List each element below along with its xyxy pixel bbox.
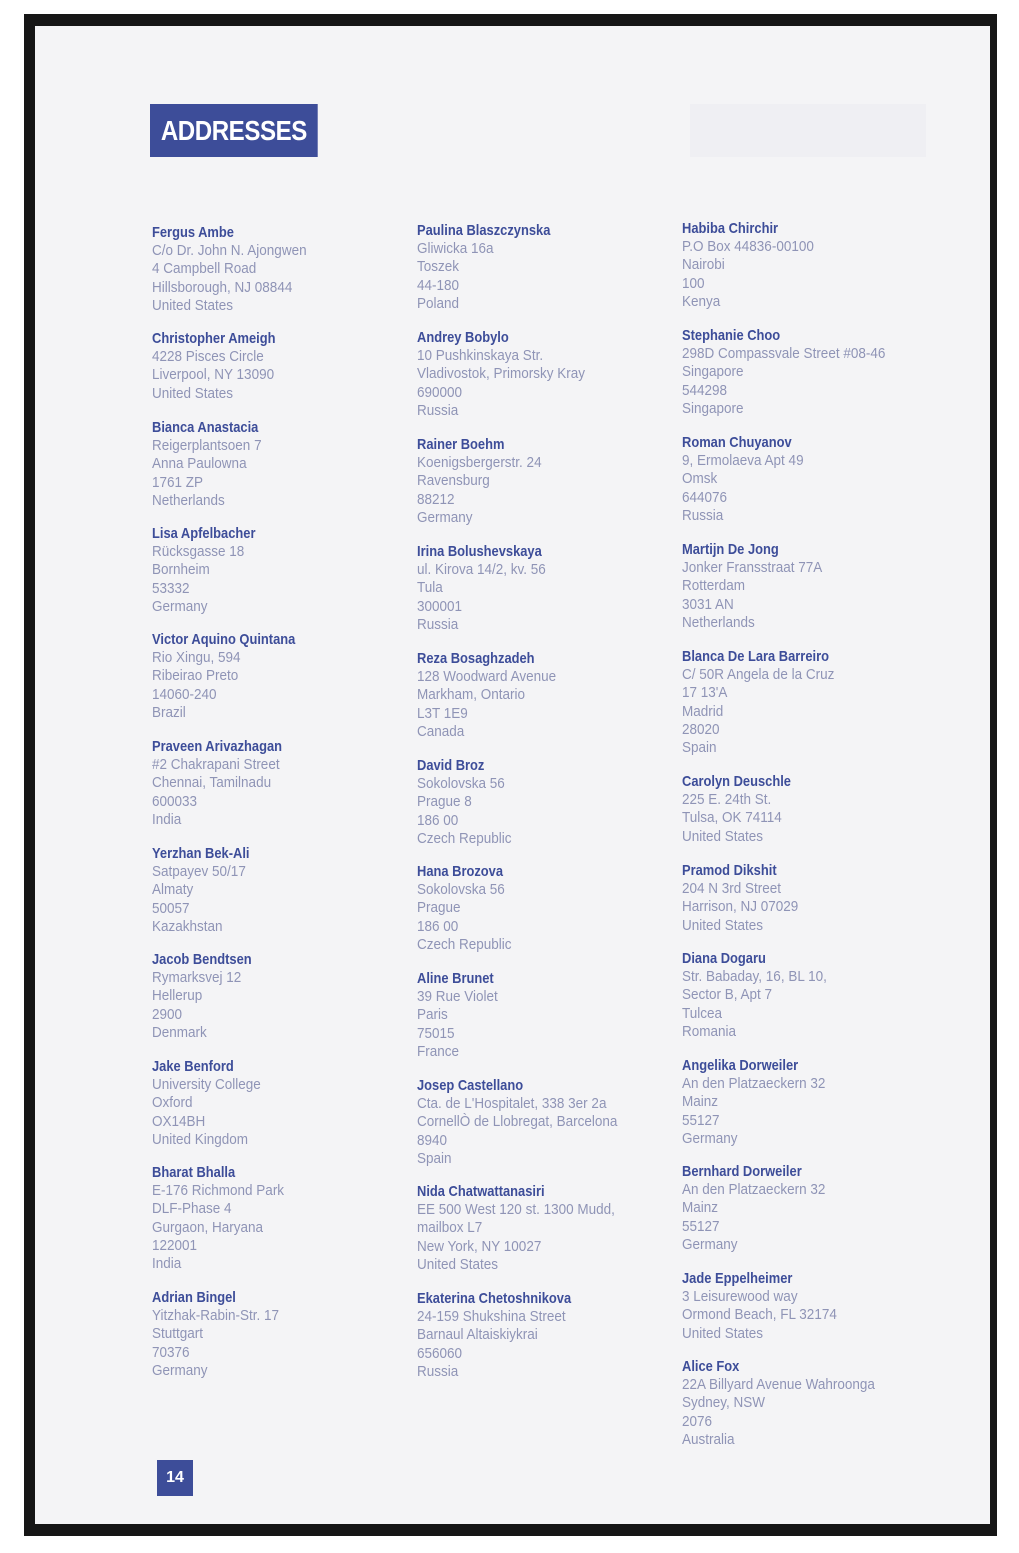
address-entry	[682, 327, 944, 418]
address-line: 55127	[682, 1111, 720, 1129]
contact-name: Alice Fox	[682, 1358, 740, 1375]
address-line: 122001	[152, 1236, 198, 1254]
address-line: Satpayev 50/17	[152, 863, 246, 881]
address-line: 44-180	[417, 276, 460, 294]
contact-name: Irina Bolushevskaya	[417, 543, 542, 560]
address-line: 204 N 3rd Street	[682, 880, 782, 898]
address-line: 186 00	[417, 917, 459, 935]
address-line: 8940	[417, 1131, 448, 1149]
address-line: 24-159 Shukshina Street	[417, 1308, 566, 1326]
address-line: Hillsborough, NJ 08844	[152, 278, 293, 296]
address-line: Koenigsbergerstr. 24	[417, 454, 542, 472]
address-line: An den Platzaeckern 32	[682, 1181, 826, 1199]
address-line: Russia	[417, 401, 459, 419]
address-line: 300001	[417, 597, 463, 615]
address-line: C/o Dr. John N. Ajongwen	[152, 242, 307, 260]
contact-name: Martijn De Jong	[682, 541, 779, 558]
address-line: India	[152, 1255, 182, 1273]
address-line: ul. Kirova 14/2, kv. 56	[417, 561, 546, 579]
address-line: Madrid	[682, 702, 724, 720]
contact-name: Hana Brozova	[417, 863, 504, 880]
address-entry	[152, 951, 414, 1042]
address-line: 656060	[417, 1344, 463, 1362]
address-line: Mainz	[682, 1199, 719, 1217]
address-line: Hellerup	[152, 987, 203, 1005]
address-line: Almaty	[152, 881, 194, 899]
address-line: 53332	[152, 579, 190, 597]
address-line: 55127	[682, 1217, 720, 1235]
address-line: New York, NY 10027	[417, 1237, 542, 1255]
address-line: Tulcea	[682, 1004, 723, 1022]
contact-name: David Broz	[417, 757, 485, 774]
address-line: CornellÒ de Llobregat, Barcelona	[417, 1113, 618, 1131]
address-line: 70376	[152, 1343, 190, 1361]
address-line: Str. Babaday, 16, BL 10,	[682, 968, 827, 986]
address-line: Netherlands	[682, 613, 755, 631]
address-entry	[682, 220, 944, 311]
address-line: 4228 Pisces Circle	[152, 348, 264, 366]
address-line: Tula	[417, 579, 443, 597]
bleed-through-header	[690, 104, 926, 157]
address-line: An den Platzaeckern 32	[682, 1075, 826, 1093]
contact-name: Diana Dogaru	[682, 950, 766, 967]
address-line: C/ 50R Angela de la Cruz	[682, 666, 835, 684]
address-line: Omsk	[682, 470, 718, 488]
address-line: 544298	[682, 381, 728, 399]
contact-name: Pramod Dikshit	[682, 862, 777, 879]
address-entry	[417, 757, 679, 848]
contact-name: Adrian Bingel	[152, 1289, 236, 1306]
address-line: Ribeirao Preto	[152, 667, 239, 685]
contact-name: Josep Castellano	[417, 1077, 524, 1094]
address-line: Yitzhak-Rabin-Str. 17	[152, 1307, 280, 1325]
address-line: 225 E. 24th St.	[682, 791, 772, 809]
address-line: Brazil	[152, 703, 186, 721]
section-title: ADDRESSES	[150, 104, 318, 157]
contact-name: Carolyn Deuschle	[682, 773, 791, 790]
address-line: 1761 ZP	[152, 473, 204, 491]
address-line: Toszek	[417, 258, 460, 276]
contact-name: Roman Chuyanov	[682, 434, 792, 451]
address-entry	[152, 1058, 414, 1149]
address-entry	[682, 541, 944, 632]
address-line: Tulsa, OK 74114	[682, 809, 782, 827]
contact-name: Aline Brunet	[417, 970, 494, 987]
address-line: Czech Republic	[417, 829, 512, 847]
address-line: Mainz	[682, 1093, 719, 1111]
address-entry	[682, 1358, 944, 1449]
address-line: Russia	[682, 506, 724, 524]
address-line: 690000	[417, 383, 463, 401]
address-line: India	[152, 810, 182, 828]
address-line: Prague	[417, 899, 461, 917]
address-line: Prague 8	[417, 793, 472, 811]
address-entry	[682, 648, 944, 757]
address-line: Liverpool, NY 13090	[152, 366, 275, 384]
address-line: 3 Leisurewood way	[682, 1288, 798, 1306]
address-entry	[417, 436, 679, 527]
contact-name: Stephanie Choo	[682, 327, 781, 344]
contact-name: Habiba Chirchir	[682, 220, 779, 237]
address-line: Poland	[417, 294, 460, 312]
contact-name: Christopher Ameigh	[152, 330, 276, 347]
address-entry	[152, 1164, 414, 1273]
contact-name: Blanca De Lara Barreiro	[682, 648, 829, 665]
address-line: Paris	[417, 1006, 448, 1024]
contact-name: Jade Eppelheimer	[682, 1270, 793, 1287]
address-line: OX14BH	[152, 1112, 206, 1130]
address-entry	[152, 419, 414, 510]
address-line: Germany	[152, 597, 208, 615]
contact-name: Fergus Ambe	[152, 224, 234, 241]
contact-name: Bharat Bhalla	[152, 1164, 236, 1181]
address-line: DLF-Phase 4	[152, 1200, 232, 1218]
address-line: Harrison, NJ 07029	[682, 898, 799, 916]
address-line: United States	[152, 296, 234, 314]
address-line: Markham, Ontario	[417, 686, 526, 704]
address-entry	[682, 434, 944, 525]
contact-name: Bianca Anastacia	[152, 419, 259, 436]
address-entry	[417, 329, 679, 420]
address-line: 10 Pushkinskaya Str.	[417, 347, 544, 365]
address-line: Sydney, NSW	[682, 1394, 766, 1412]
address-line: Ormond Beach, FL 32174	[682, 1306, 837, 1324]
address-entry	[682, 1270, 944, 1343]
address-entry	[417, 970, 679, 1061]
address-entry	[417, 863, 679, 954]
address-line: 128 Woodward Avenue	[417, 668, 557, 686]
address-line: Germany	[152, 1361, 208, 1379]
address-line: EE 500 West 120 st. 1300 Mudd,	[417, 1201, 615, 1219]
address-line: United States	[152, 384, 234, 402]
address-line: 100	[682, 274, 705, 292]
contact-name: Jacob Bendtsen	[152, 951, 252, 968]
address-line: Rücksgasse 18	[152, 543, 245, 561]
address-line: Cta. de L'Hospitalet, 338 3er 2a	[417, 1095, 607, 1113]
address-entry	[417, 222, 679, 313]
address-entry	[682, 950, 944, 1041]
address-line: Gurgaon, Haryana	[152, 1218, 264, 1236]
address-entry	[417, 543, 679, 634]
contact-name: Angelika Dorweiler	[682, 1057, 799, 1074]
address-line: University College	[152, 1076, 261, 1094]
address-line: Vladivostok, Primorsky Kray	[417, 365, 586, 383]
address-line: Stuttgart	[152, 1325, 204, 1343]
address-line: Barnaul Altaiskiykrai	[417, 1326, 538, 1344]
address-line: 186 00	[417, 811, 459, 829]
address-line: 88212	[417, 490, 455, 508]
address-line: Rymarksvej 12	[152, 969, 242, 987]
address-line: Rotterdam	[682, 577, 746, 595]
address-line: Denmark	[152, 1023, 207, 1041]
address-line: Germany	[682, 1129, 738, 1147]
address-line: P.O Box 44836-00100	[682, 238, 814, 256]
contact-name: Nida Chatwattanasiri	[417, 1183, 545, 1200]
address-line: Russia	[417, 615, 459, 633]
address-line: United States	[682, 827, 764, 845]
address-line: Ravensburg	[417, 472, 490, 490]
address-entry	[152, 330, 414, 403]
address-line: Gliwicka 16a	[417, 240, 494, 258]
address-line: Germany	[417, 508, 473, 526]
address-line: Kazakhstan	[152, 917, 223, 935]
address-line: 600033	[152, 792, 198, 810]
address-entry	[682, 773, 944, 846]
address-entry	[682, 1163, 944, 1254]
address-entry	[152, 224, 414, 315]
address-line: Sokolovska 56	[417, 881, 505, 899]
address-line: Netherlands	[152, 491, 225, 509]
address-line: 50057	[152, 899, 190, 917]
address-line: 14060-240	[152, 685, 217, 703]
address-line: Chennai, Tamilnadu	[152, 774, 272, 792]
address-entry	[152, 1289, 414, 1380]
address-entry	[682, 1057, 944, 1148]
address-line: Anna Paulowna	[152, 455, 247, 473]
address-line: Sector B, Apt 7	[682, 986, 773, 1004]
address-line: L3T 1E9	[417, 704, 468, 722]
address-line: 75015	[417, 1024, 455, 1042]
contact-name: Paulina Blaszczynska	[417, 222, 551, 239]
address-line: 644076	[682, 488, 728, 506]
address-line: 3031 AN	[682, 595, 734, 613]
address-line: 28020	[682, 720, 720, 738]
address-line: Singapore	[682, 399, 744, 417]
address-entry	[152, 525, 414, 616]
contact-name: Yerzhan Bek-Ali	[152, 845, 250, 862]
address-line: Spain	[682, 739, 717, 757]
address-line: mailbox L7	[417, 1219, 483, 1237]
address-entry	[682, 862, 944, 935]
contact-name: Andrey Bobylo	[417, 329, 509, 346]
address-line: France	[417, 1042, 460, 1060]
address-line: Nairobi	[682, 256, 725, 274]
address-line: Reigerplantsoen 7	[152, 437, 262, 455]
address-line: Australia	[682, 1430, 735, 1448]
address-line: Russia	[417, 1362, 459, 1380]
contact-name: Reza Bosaghzadeh	[417, 650, 535, 667]
address-entry	[417, 1183, 679, 1274]
address-line: United States	[682, 916, 764, 934]
address-line: 22A Billyard Avenue Wahroonga	[682, 1376, 875, 1394]
address-line: Germany	[682, 1235, 738, 1253]
address-line: #2 Chakrapani Street	[152, 756, 280, 774]
address-line: United States	[682, 1324, 764, 1342]
address-line: 2076	[682, 1412, 713, 1430]
address-line: 298D Compassvale Street #08-46	[682, 345, 886, 363]
address-entry	[152, 631, 414, 722]
address-entry	[417, 650, 679, 741]
address-line: Bornheim	[152, 561, 210, 579]
contact-name: Ekaterina Chetoshnikova	[417, 1290, 572, 1307]
contact-name: Victor Aquino Quintana	[152, 631, 296, 648]
address-line: Oxford	[152, 1094, 193, 1112]
address-line: 17 13'A	[682, 684, 728, 702]
contact-name: Praveen Arivazhagan	[152, 738, 283, 755]
address-line: 39 Rue Violet	[417, 988, 498, 1006]
address-entry	[417, 1077, 679, 1168]
address-line: Czech Republic	[417, 935, 512, 953]
address-entry	[152, 845, 414, 936]
address-line: Rio Xingu, 594	[152, 649, 241, 667]
contact-name: Bernhard Dorweiler	[682, 1163, 802, 1180]
address-entry	[417, 1290, 679, 1381]
address-line: Spain	[417, 1149, 452, 1167]
address-line: United States	[417, 1255, 499, 1273]
address-line: 2900	[152, 1005, 183, 1023]
address-line: 9, Ermolaeva Apt 49	[682, 452, 804, 470]
address-line: United Kingdom	[152, 1130, 249, 1148]
address-line: Kenya	[682, 292, 721, 310]
address-line: E-176 Richmond Park	[152, 1182, 285, 1200]
contact-name: Lisa Apfelbacher	[152, 525, 256, 542]
address-line: Canada	[417, 722, 465, 740]
address-line: Singapore	[682, 363, 744, 381]
contact-name: Rainer Boehm	[417, 436, 505, 453]
address-line: Sokolovska 56	[417, 775, 505, 793]
address-line: Romania	[682, 1022, 737, 1040]
address-entry	[152, 738, 414, 829]
page-number: 14	[157, 1460, 193, 1496]
contact-name: Jake Benford	[152, 1058, 234, 1075]
address-line: 4 Campbell Road	[152, 260, 257, 278]
address-line: Jonker Fransstraat 77A	[682, 559, 823, 577]
